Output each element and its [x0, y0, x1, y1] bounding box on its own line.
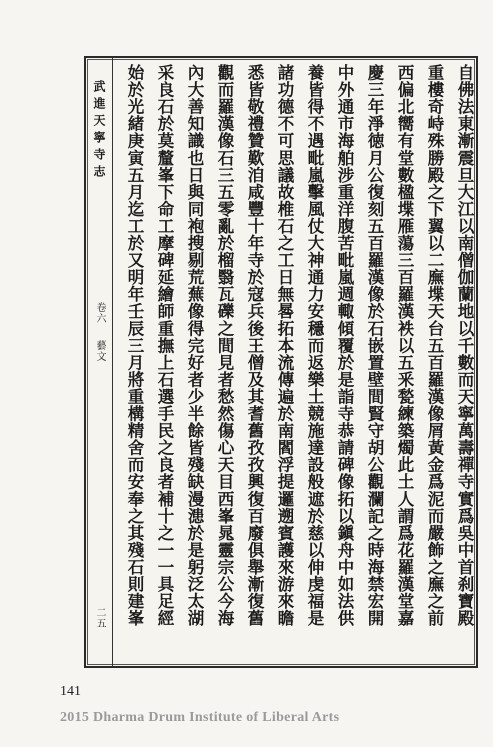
text-column-5: 中外通市海舶涉重洋腹苦毗嵐週輙傾覆於是詣寺恭請碑像拓以鎭舟中如法供	[335, 64, 354, 627]
header-divider	[112, 57, 113, 667]
book-title: 武進天寧寺志	[92, 80, 106, 182]
folio-number: 二五	[94, 607, 105, 629]
text-column-8: 悉皆敬禮贊歎洎咸豐十年寺於寇兵後王僧及其耆舊孜孜興復百廢俱舉漸復舊	[245, 64, 264, 627]
text-column-7: 諸功德不可思議故椎石之工日無晷拓本流傳遍於南閻浮提邏遡賓護來游來瞻	[275, 64, 294, 627]
section-label: 藝文	[94, 340, 105, 362]
text-column-6: 養皆得不遇毗嵐擊風仗大神通力安穩而返樂土競施達設般遮於慈以伸虔福是	[305, 64, 324, 627]
running-header	[88, 62, 112, 662]
volume-label: 卷六	[94, 302, 105, 324]
text-column-4: 慶三年淨徳月公復刻五百羅漢像於石嵌置壁間賢守胡公觀瀾記之時海禁宏開	[365, 64, 384, 627]
page-number: 141	[60, 684, 81, 699]
text-column-12: 始於光緒庚寅五月迄工於又明年壬辰三月將重構精舍而安奉之其殘石則建峯	[125, 64, 144, 627]
text-column-11: 采良石於莫釐峯下命工摩碑延繪師重撫上石選手民之良者補十之一一具足經	[155, 64, 174, 627]
text-column-3: 西偏北嚮有堂數楹堞雁蕩三百羅漢袟以五釆甃練築燭此土人謂爲花羅漢堂嘉	[395, 64, 414, 627]
body-text	[114, 64, 474, 660]
text-column-9: 觀而羅漢像石三五零亂於榴翳瓦礫之間見者愁然傷心天目西峯晁靈宗公今海	[215, 64, 234, 627]
text-column-1: 自佛法東漸震旦大江以南僧伽蘭地以千數而天寧萬壽禪寺實爲吳中首刹寶殿	[455, 64, 474, 627]
watermark-text: 2015 Dharma Drum Institute of Liberal Arts	[60, 710, 340, 725]
text-column-2: 重樓奇峙殊勝殿之下翼以二廡堞天台五百羅漢像屑黃金爲泥而嚴飾之廡之前	[425, 64, 444, 627]
text-column-10: 內大善知識也日與同袍搜剔荒蕪像得完好者少半餘皆殘缺漫漶於是躬泛太湖	[185, 64, 204, 627]
